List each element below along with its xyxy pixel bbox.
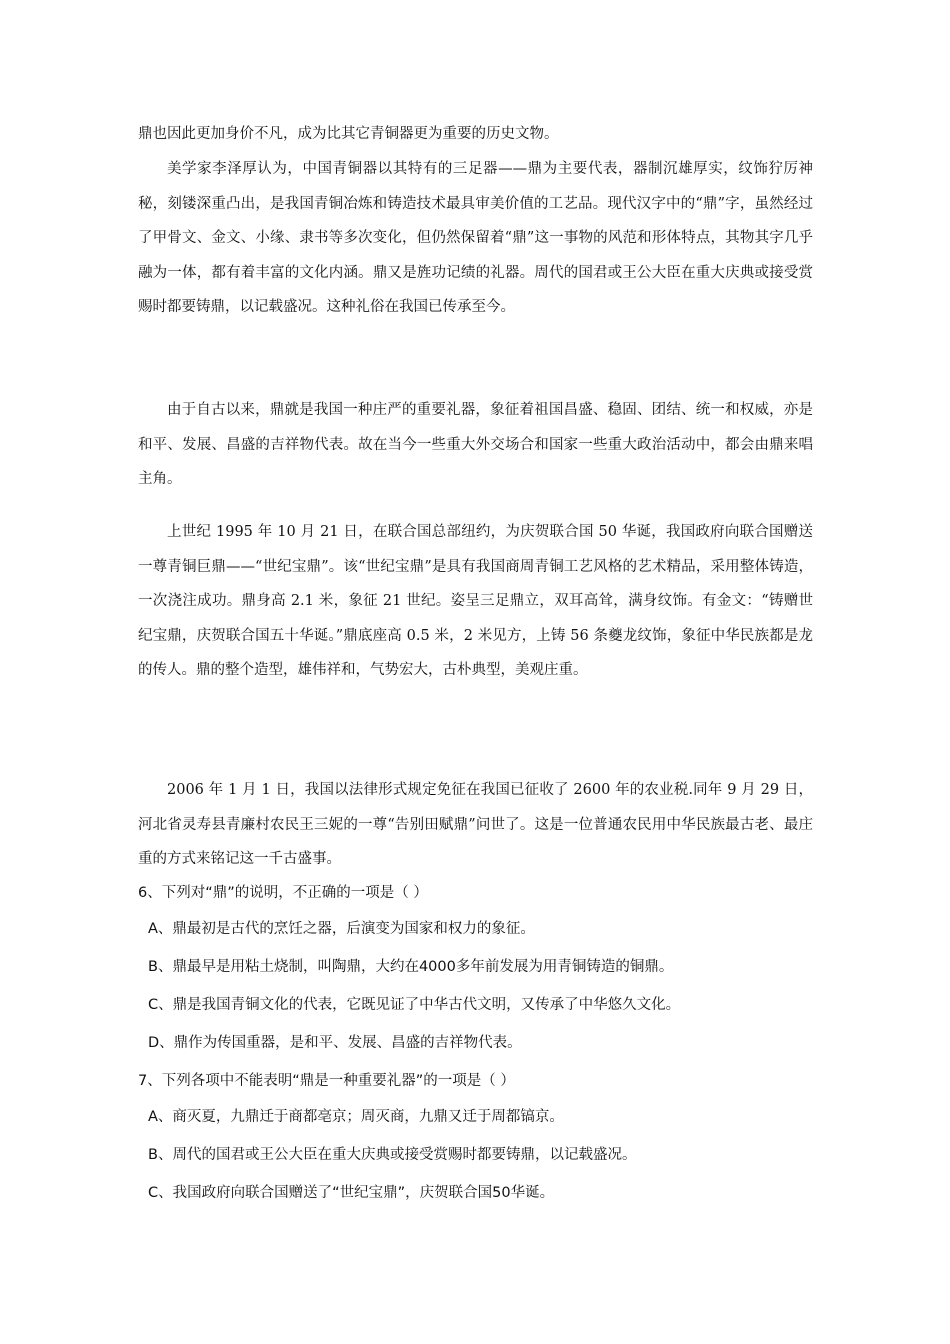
question-6-option-d: D、鼎作为传国重器，是和平、发展、昌盛的吉祥物代表。 <box>148 1035 522 1051</box>
question-7-option-c: C、我国政府向联合国赠送了“世纪宝鼎”，庆贺联合国50华诞。 <box>148 1185 555 1201</box>
passage-paragraph-5: 2006 年 1 月 1 日，我国以法律形式规定免征在我国已征收了 2600 年的农业税.同年 9 月 29 日，河北省灵寿县青廉村农民王三妮的一尊“告别田赋鼎”问世了。这是一位普通农民用中华民族最古老、最庄重的方式来铭记这一千古盛事。 <box>138 782 813 867</box>
question-6-option-a: A、鼎最初是古代的烹饪之器，后演变为国家和权力的象征。 <box>148 921 535 937</box>
passage-paragraph-2: 美学家李泽厚认为，中国青铜器以其特有的三足器——鼎为主要代表，器制沉雄厚实，纹饰狞厉神秘，刻镂深重凸出，是我国青铜冶炼和铸造技术最具审美价值的工艺品。现代汉字中的“鼎”字，虽然经过了甲骨文、金文、小缘、隶书等多次变化，但仍然保留着“鼎”这一事物的风范和形体特点，其物其字几乎融为一体，都有着丰富的文化内涵。鼎又是旌功记绩的礼器。周代的国君或王公大臣在重大庆典或接受赏赐时都要铸鼎，以记载盛况。这种礼俗在我国已传承至今。 <box>138 161 813 315</box>
question-6-option-b: B、鼎最早是用粘土烧制，叫陶鼎，大约在4000多年前发展为用青铜铸造的铜鼎。 <box>148 959 674 975</box>
question-7-stem: 7、下列各项中不能表明“鼎是一种重要礼器”的一项是（ ） <box>138 1073 515 1089</box>
passage-paragraph-3: 由于自古以来，鼎就是我国一种庄严的重要礼器，象征着祖国昌盛、稳固、团结、统一和权威，亦是和平、发展、昌盛的吉祥物代表。故在当今一些重大外交场合和国家一些重大政治活动中，都会由鼎来唱主角。 <box>138 402 813 487</box>
passage-paragraph-4: 上世纪 1995 年 10 月 21 日，在联合国总部纽约，为庆贺联合国 50 华诞，我国政府向联合国赠送一尊青铜巨鼎——“世纪宝鼎”。该“世纪宝鼎”是具有我国商周青铜工艺风格的艺术精品，采用整体铸造，一次浇注成功。鼎身高 2.1 米，象征 21 世纪。姿呈三足鼎立，双耳高耸，满身纹饰。有金文：“铸赠世纪宝鼎，庆贺联合国五十华诞。”鼎底座高 0.5 米，2 米见方，上铸 56 条夔龙纹饰，象征中华民族都是龙的传人。鼎的整个造型，雄伟祥和，气势宏大，古朴典型，美观庄重。 <box>138 524 813 678</box>
passage-paragraph-1: 鼎也因此更加身价不凡，成为比其它青铜器更为重要的历史文物。 <box>138 126 559 142</box>
question-7-option-a: A、商灭夏，九鼎迁于商都亳京；周灭商，九鼎又迁于周都镐京。 <box>148 1109 564 1125</box>
question-6-stem: 6、下列对“鼎”的说明，不正确的一项是（ ） <box>138 885 428 901</box>
question-7-option-b: B、周代的国君或王公大臣在重大庆典或接受赏赐时都要铸鼎，以记载盛况。 <box>148 1147 637 1163</box>
question-6-option-c: C、鼎是我国青铜文化的代表，它既见证了中华古代文明，又传承了中华悠久文化。 <box>148 997 681 1013</box>
